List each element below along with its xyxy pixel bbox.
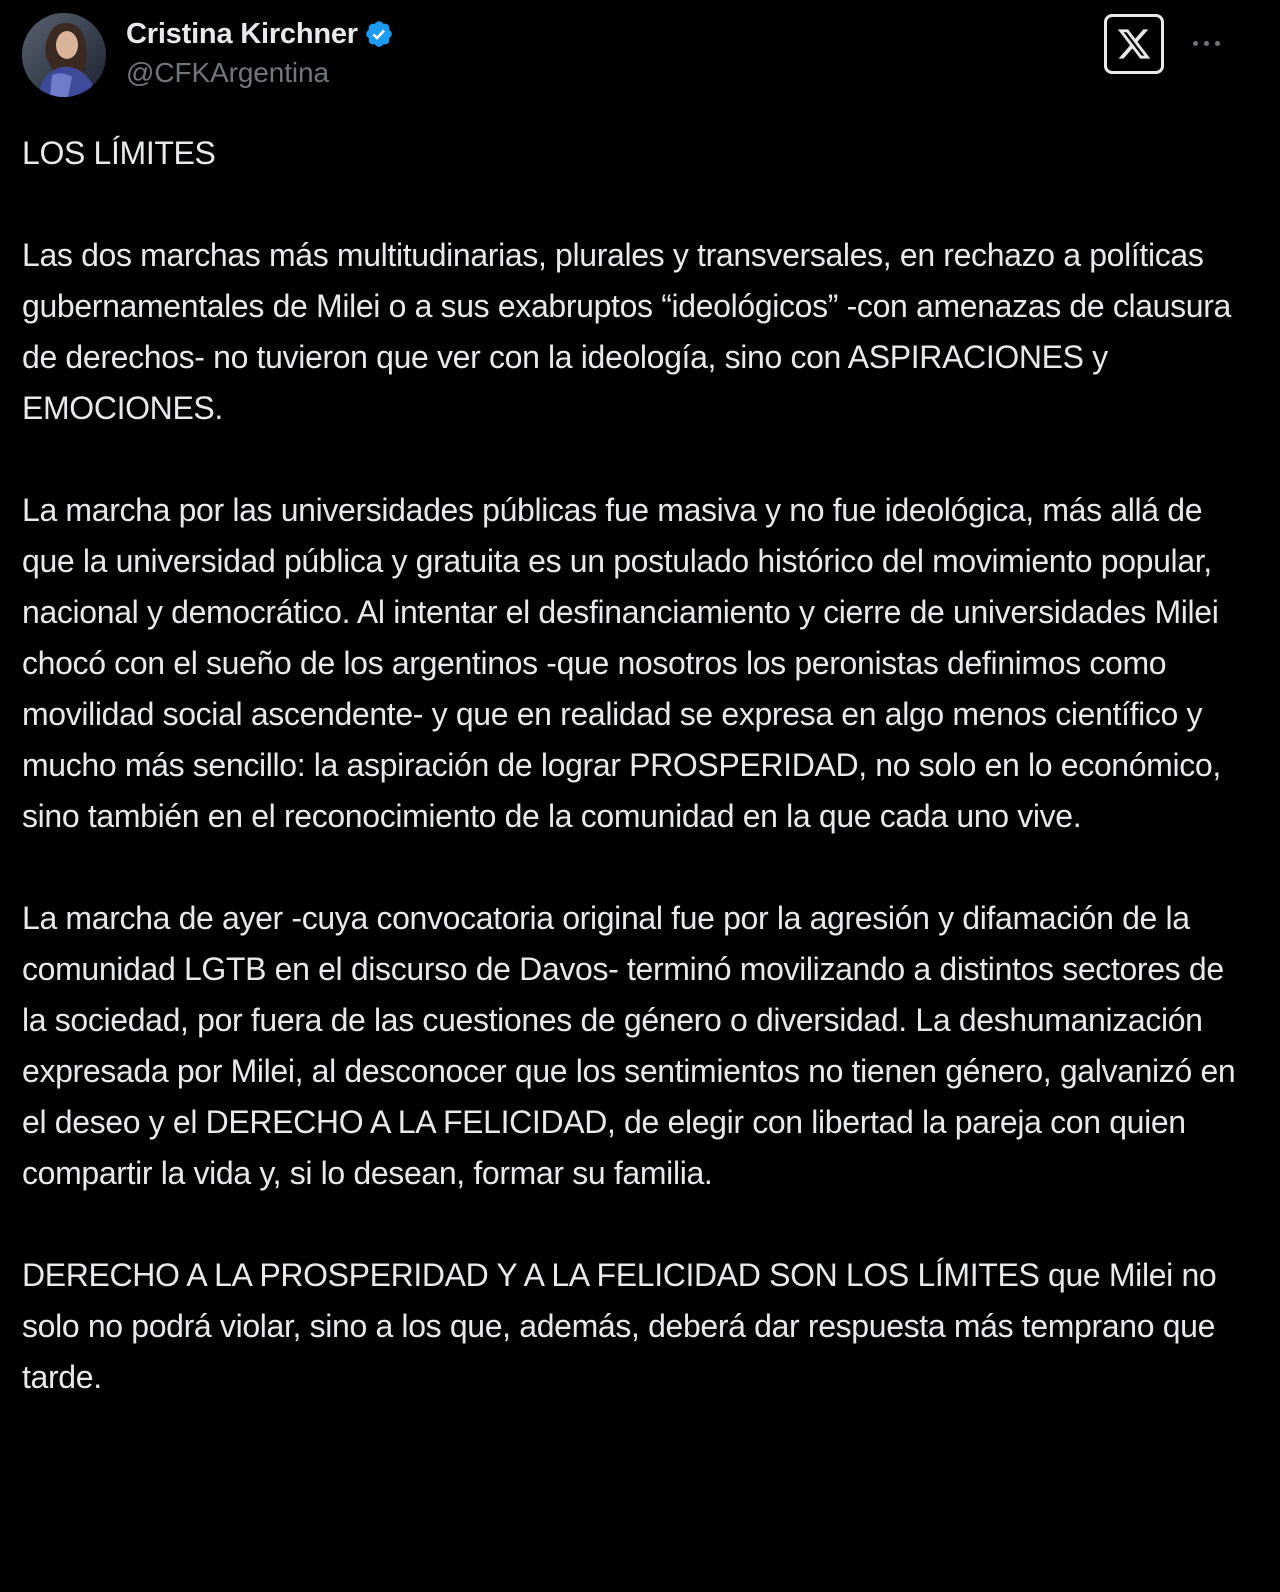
more-options-icon-dot [1204, 41, 1209, 46]
tweet-paragraph: La marcha por las universidades públicas fue masiva y no fue ideológica, más allá de que la universidad pública y gratuita es un postulado histórico del movimiento popular, nacional y democrático. Al intentar el desfinanciamiento y cierre de universidades Milei chocó con el sueño de los argentinos -que nosotros los peronistas definimos como movilidad social ascendente- y que en realidad se expresa en algo menos científico y mucho más sencillo: la aspiración de lograr PROSPERIDAD, no solo en lo económico, sino también en el reconocimiento de la comunidad en la que cada uno vive. [22, 492, 1221, 834]
author-name-row[interactable] [126, 14, 394, 54]
tweet-paragraph: DERECHO A LA PROSPERIDAD Y A LA FELICIDAD SON LOS LÍMITES que Milei no solo no podrá violar, sino a los que, además, deberá dar respuesta más temprano que tarde. [22, 1257, 1217, 1395]
author-handle[interactable]: @CFKArgentina [126, 57, 329, 88]
more-options-icon [1193, 41, 1198, 46]
x-logo-icon [1116, 26, 1152, 62]
tweet-text [22, 128, 1252, 1403]
verified-badge-icon [364, 19, 394, 49]
profile-photo [22, 13, 106, 97]
tweet-paragraph: La marcha de ayer -cuya convocatoria original fue por la agresión y difamación de la comunidad LGTB en el discurso de Davos- terminó movilizando a distintos sectores de la sociedad, por fuera de las cuestiones de género o diversidad. La deshumanización expresada por Milei, al desconocer que los sentimientos no tienen género, galvanizó en el deseo y el DERECHO A LA FELICIDAD, de elegir con libertad la pareja con quien compartir la vida y, si lo desean, formar su familia. [22, 900, 1236, 1191]
avatar[interactable] [22, 13, 106, 97]
more-options-button[interactable] [1184, 28, 1228, 58]
more-options-icon-dot [1215, 41, 1220, 46]
x-logo-button[interactable] [1104, 14, 1164, 74]
tweet-title: LOS LÍMITES [22, 135, 216, 171]
author-display-name[interactable]: Cristina Kirchner [126, 17, 358, 50]
tweet-paragraph: Las dos marchas más multitudinarias, plurales y transversales, en rechazo a políticas gubernamentales de Milei o a sus exabruptos “ideológicos” -con amenazas de clausura de derechos- no tuvieron que ver con la ideología, sino con ASPIRACIONES y EMOCIONES. [22, 237, 1231, 426]
